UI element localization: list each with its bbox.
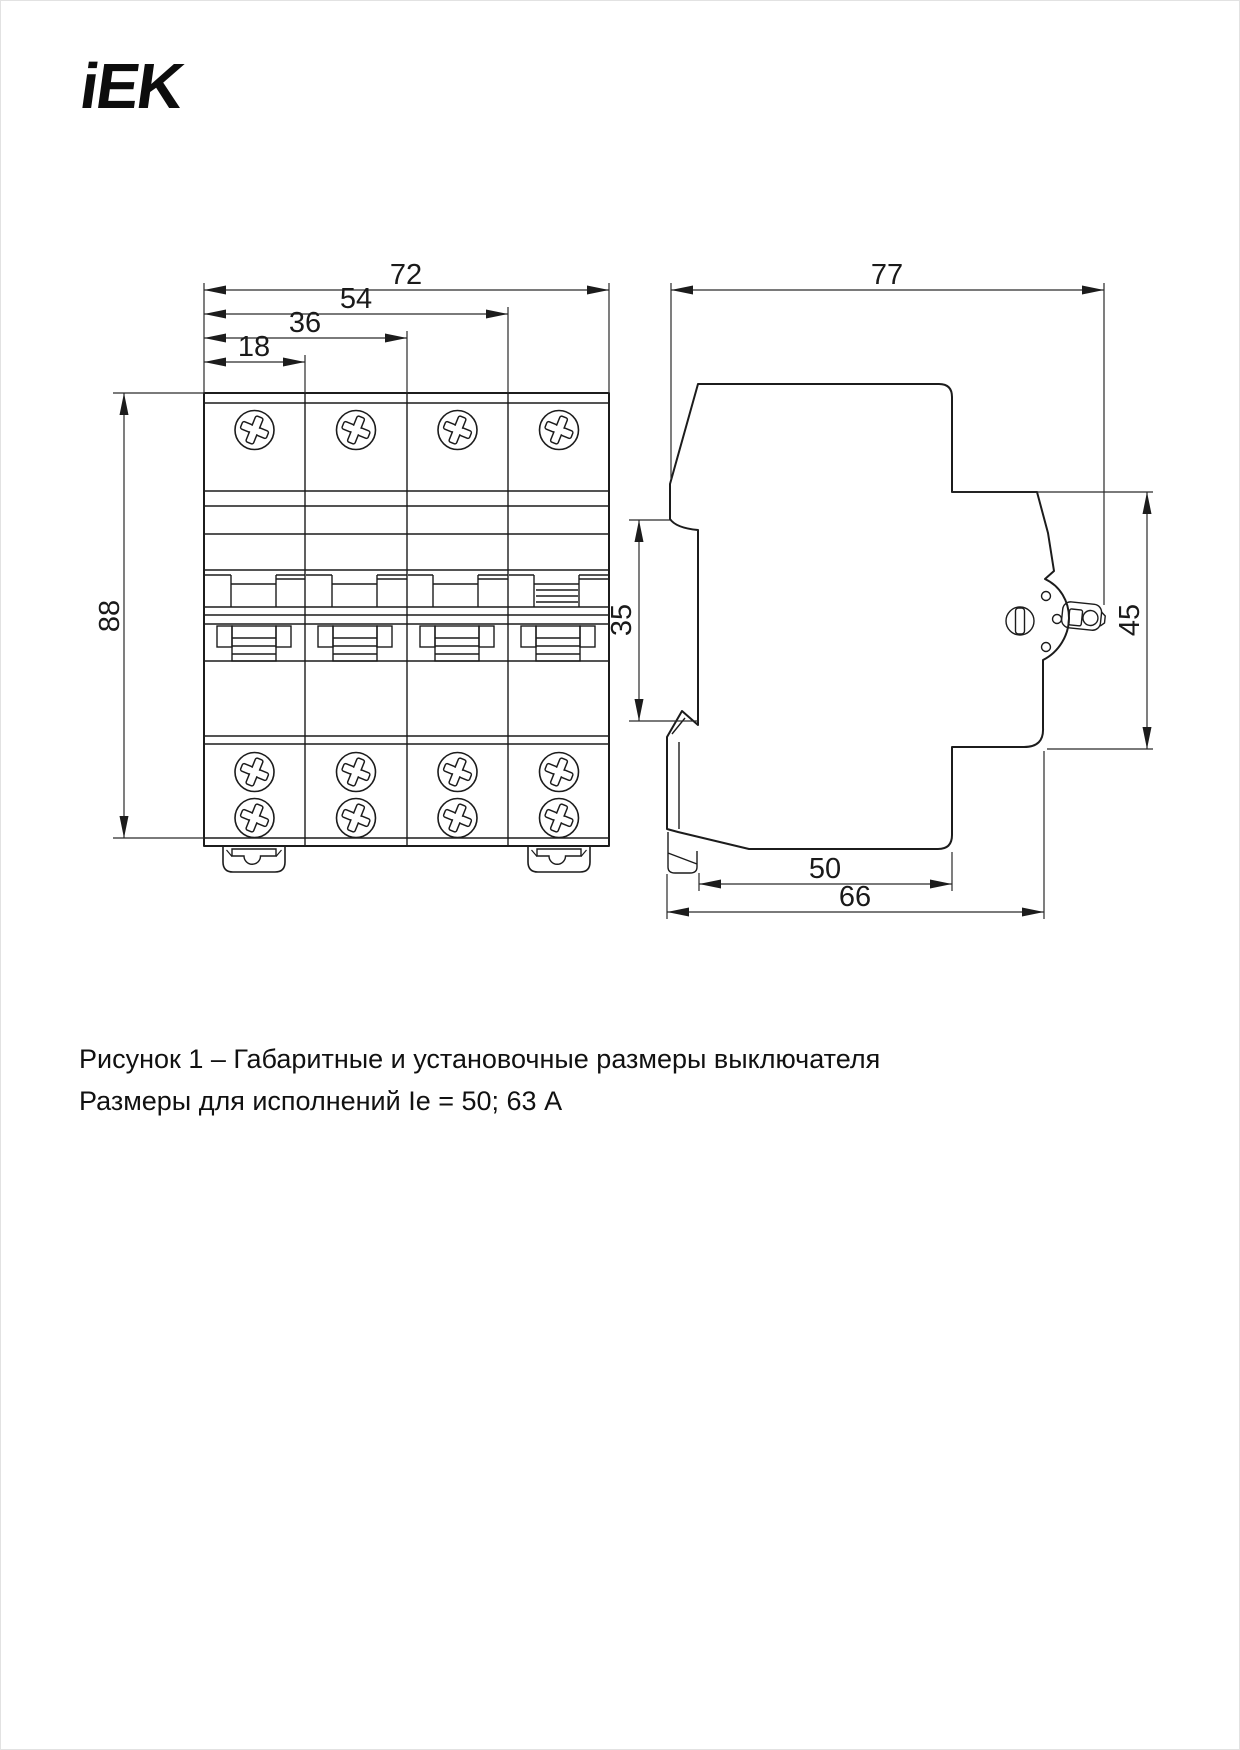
figure-caption: Рисунок 1 – Габаритные и установочные размеры выключателя [79,1044,881,1074]
screw-icon [540,411,579,450]
screw-icon [235,753,274,792]
front-view [204,393,609,872]
technical-drawing [1,1,1239,991]
screw-icon [235,799,274,838]
side-toggle [1006,592,1106,652]
screw-icon [438,411,477,450]
dim-label-50: 50 [808,853,842,885]
screw-icon [438,753,477,792]
dim-label-36: 36 [288,307,322,339]
module-separators [305,393,508,846]
dim-label-88: 88 [94,599,126,633]
iek-logo: iEK [75,50,187,122]
dimensions-side-view [606,259,1153,919]
side-view [667,384,1106,873]
screw-icon [438,799,477,838]
screw-icon [337,753,376,792]
screw-icon [540,753,579,792]
figure-caption-note: Размеры для исполнений Ie = 50; 63 А [79,1086,563,1116]
dim-label-77: 77 [870,259,904,291]
dim-label-66: 66 [838,881,872,913]
din-clip-icon [528,846,590,872]
screw-icon [337,411,376,450]
din-clip-icon [223,846,285,872]
dim-label-18: 18 [237,331,271,363]
rail-clip-detail [672,718,685,829]
side-view-outline [667,384,1069,849]
screw-icon [540,799,579,838]
dimensions-front-view [94,259,609,838]
dim-label-72: 72 [389,259,423,291]
dim-label-35: 35 [606,603,638,637]
screw-icon [337,799,376,838]
screw-icon [235,411,274,450]
clip-tab [668,832,697,873]
dim-label-54: 54 [339,283,373,315]
dim-label-45: 45 [1114,603,1146,637]
toggle-handles [217,626,595,661]
